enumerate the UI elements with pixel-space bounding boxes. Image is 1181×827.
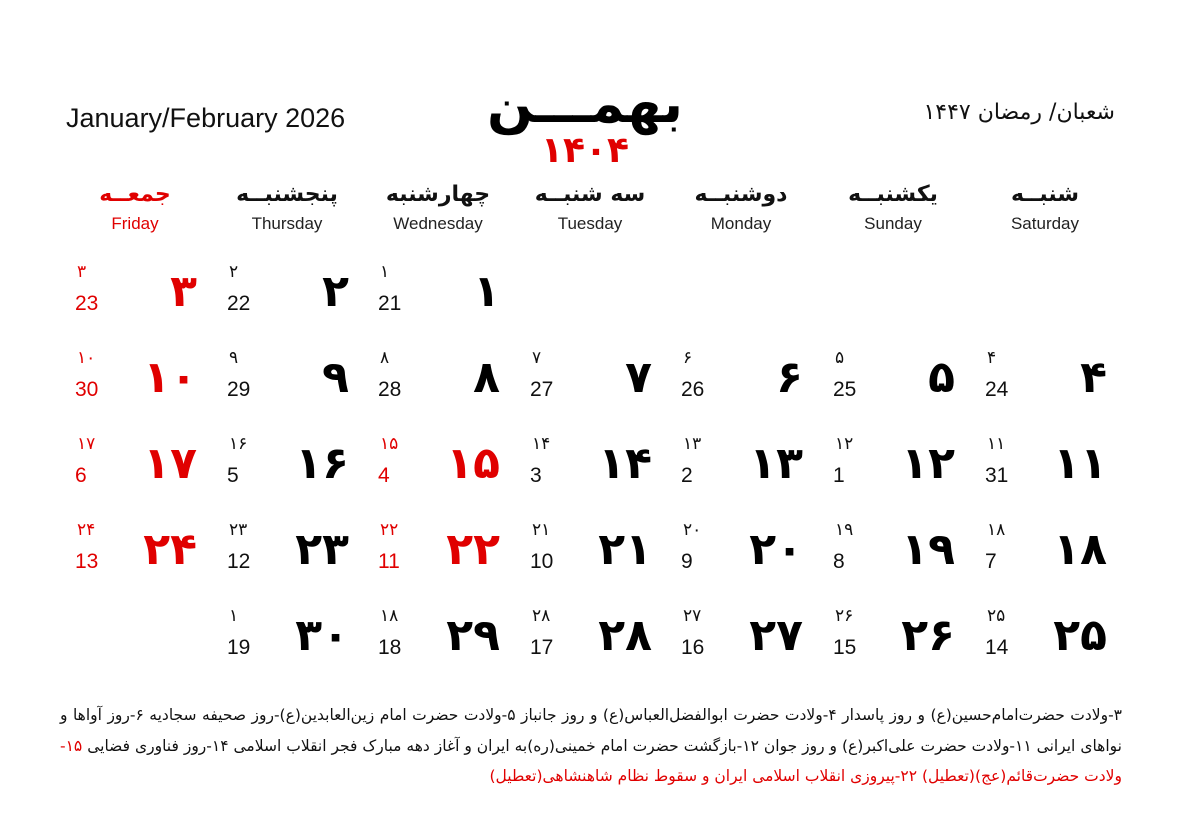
gregorian-day-number: 25 [833,378,857,401]
day-cell [833,348,973,424]
weekday-tuesday [515,180,665,234]
gregorian-day-number: 9 [681,550,693,573]
gregorian-day-number: 18 [378,636,402,659]
day-cell [985,348,1125,424]
persian-day-number: ۱۳ [749,438,803,489]
persian-day-number: ۲۷ [749,610,803,661]
day-cell [530,434,670,510]
hijri-day-number: ۲۰ [683,520,702,540]
day-cell [227,606,367,682]
weekday-monday [666,180,816,234]
gregorian-day-number: 13 [75,550,99,573]
persian-day-number: ۲۵ [1053,610,1107,661]
day-cell [530,606,670,682]
gregorian-day-number: 4 [378,464,390,487]
occasions-notes [60,700,1122,792]
gregorian-day-number: 3 [530,464,542,487]
hijri-day-number: ۸ [380,348,390,368]
persian-day-number: ۴ [1080,352,1107,403]
persian-day-number: ۲۹ [446,610,500,661]
day-cell [227,434,367,510]
weekday-fa-label: دوشنبــه [694,182,788,207]
day-cell [985,606,1125,682]
weekday-fa-label: یکشنبــه [848,182,938,207]
persian-day-number: ۱۸ [1053,524,1107,575]
gregorian-day-number: 6 [75,464,87,487]
weekday-fa-label: پنجشنبــه [236,182,338,207]
gregorian-title: January/February 2026 [66,103,346,133]
day-cell [75,262,215,338]
persian-day-number: ۱۱ [1053,438,1107,489]
day-cell [681,348,821,424]
day-cell [378,520,518,596]
hijri-day-number: ۱۴ [532,434,551,454]
day-cell [530,520,670,596]
day-cell [75,520,215,596]
persian-day-number: ۲۰ [749,524,803,575]
weekday-thursday [212,180,362,234]
persian-day-number: ۲۳ [295,524,349,575]
hijri-day-number: ۵ [835,348,845,368]
gregorian-day-number: 21 [378,292,402,315]
persian-day-number: ۱۰ [143,352,197,403]
hijri-day-number: ۹ [229,348,239,368]
gregorian-day-number: 28 [378,378,402,401]
persian-day-number: ۳ [170,266,197,317]
hijri-day-number: ۲۵ [987,606,1006,626]
gregorian-day-number: 30 [75,378,99,401]
weekday-en-label: Sunday [864,214,922,233]
gregorian-day-number: 29 [227,378,251,401]
hijri-day-number: ۲۴ [77,520,96,540]
day-cell [681,606,821,682]
persian-day-number: ۱۴ [598,438,652,489]
day-cell [75,434,215,510]
day-cell [378,434,518,510]
day-cell [75,348,215,424]
persian-day-number: ۲۶ [901,610,955,661]
persian-day-number: ۶ [776,352,803,403]
day-cell [227,520,367,596]
persian-day-number: ۲۸ [598,610,652,661]
hijri-day-number: ۱۶ [229,434,248,454]
day-cell [833,606,973,682]
hijri-day-number: ۱۲ [835,434,854,454]
year-title: ۱۴۰۴ [541,130,629,171]
persian-day-number: ۷ [625,352,652,403]
weekday-fa-label: چهارشنبه [385,182,491,207]
persian-day-number: ۹ [322,352,349,403]
weekday-en-label: Friday [111,214,159,233]
weekday-en-label: Saturday [1010,214,1080,233]
hijri-day-number: ۴ [987,348,997,368]
hijri-day-number: ۱۸ [380,606,399,626]
occasions-text: ۳-ولادت حضرت‌امام‌حسین(ع) و روز پاسدار ۴-ولادت حضرت ابوالفضل‌العباس(ع) و روز جانباز ۵-ولادت حضرت امام زین‌العابدین(ع)-روز صحیفه سجادیه ۶-روز آواها و نواهای ایرانی ۱۱-ولادت حضرت علی‌اکبر(ع) و روز جوان ۱۲-بازگشت حضرت امام خمینی(ره)به ایران و آغاز دهه مبارک فجر انقلاب اسلامی ۱۴-روز فناوری فضایی [60,706,1122,755]
weekday-fa-label: جمعــه [99,182,171,207]
weekday-fa-label: سه شنبــه [534,182,646,207]
weekday-sunday [818,180,968,234]
persian-day-number: ۱۷ [143,438,197,489]
day-cell [681,434,821,510]
day-cell [985,520,1125,596]
persian-day-number: ۱۶ [295,438,349,489]
gregorian-day-number: 8 [833,550,845,573]
weekday-en-label: Thursday [251,214,323,233]
persian-day-number: ۱۵ [446,438,500,489]
hijri-day-number: ۳ [77,262,87,282]
gregorian-day-number: 16 [681,636,705,659]
holiday-occasions-text: ۱۵-ولادت حضرت‌قائم(عج)(تعطیل) ۲۲-پیروزی انقلاب اسلامی ایران و سقوط نظام شاهنشاهی(تعطیل) [60,736,1122,785]
weekday-fa-label: شنبــه [1011,182,1079,207]
gregorian-day-number: 31 [985,464,1009,487]
gregorian-day-number: 12 [227,550,251,573]
hijri-day-number: ۲۶ [835,606,854,626]
gregorian-day-number: 19 [227,636,251,659]
hijri-day-number: ۶ [683,348,693,368]
day-cell [833,520,973,596]
gregorian-day-number: 15 [833,636,857,659]
gregorian-day-number: 22 [227,292,251,315]
gregorian-day-number: 24 [985,378,1009,401]
gregorian-day-number: 26 [681,378,705,401]
day-cell [227,262,367,338]
persian-day-number: ۸ [473,352,500,403]
gregorian-day-number: 17 [530,636,554,659]
persian-day-number: ۱۲ [901,438,955,489]
persian-day-number: ۲۲ [446,524,500,575]
hijri-day-number: ۱۵ [380,434,399,454]
gregorian-day-number: 5 [227,464,239,487]
weekday-wednesday [363,180,513,234]
hijri-day-number: ۱۷ [77,434,96,454]
gregorian-day-number: 14 [985,636,1009,659]
gregorian-day-number: 23 [75,292,99,315]
persian-day-number: ۱ [473,266,500,317]
gregorian-day-number: 10 [530,550,554,573]
weekday-en-label: Tuesday [557,214,623,233]
hijri-day-number: ۱۸ [987,520,1006,540]
hijri-day-number: ۲۱ [532,520,551,540]
persian-day-number: ۲ [322,266,349,317]
gregorian-day-number: 11 [378,550,400,573]
hijri-day-number: ۲ [229,262,239,282]
day-cell [681,520,821,596]
month-title: بهمـــن [486,72,684,135]
hijri-day-number: ۱ [380,262,390,282]
weekday-saturday [970,180,1120,234]
weekday-en-label: Monday [710,214,772,233]
hijri-day-number: ۲۸ [532,606,551,626]
hijri-day-number: ۱۱ [987,434,1006,454]
day-cell [985,434,1125,510]
hijri-title: شعبان/ رمضان ۱۴۴۷ [923,100,1115,125]
persian-day-number: ۱۹ [901,524,955,575]
hijri-day-number: ۱۳ [683,434,702,454]
persian-day-number: ۵ [928,352,955,403]
weekday-friday [60,180,210,234]
weekday-en-label: Wednesday [393,214,483,233]
day-cell [833,434,973,510]
day-cell [378,606,518,682]
hijri-day-number: ۲۲ [380,520,399,540]
hijri-day-number: ۱ [229,606,239,626]
hijri-day-number: ۷ [532,348,542,368]
hijri-day-number: ۱۰ [77,348,96,368]
day-cell [530,348,670,424]
persian-day-number: ۲۱ [598,524,652,575]
persian-day-number: ۳۰ [295,610,349,661]
gregorian-day-number: 7 [985,550,997,573]
day-cell [378,262,518,338]
day-cell [378,348,518,424]
day-cell [227,348,367,424]
gregorian-day-number: 2 [681,464,693,487]
gregorian-day-number: 1 [833,464,845,487]
hijri-day-number: ۲۳ [229,520,248,540]
gregorian-day-number: 27 [530,378,554,401]
persian-day-number: ۲۴ [143,524,197,575]
hijri-day-number: ۱۹ [835,520,854,540]
hijri-day-number: ۲۷ [683,606,702,626]
